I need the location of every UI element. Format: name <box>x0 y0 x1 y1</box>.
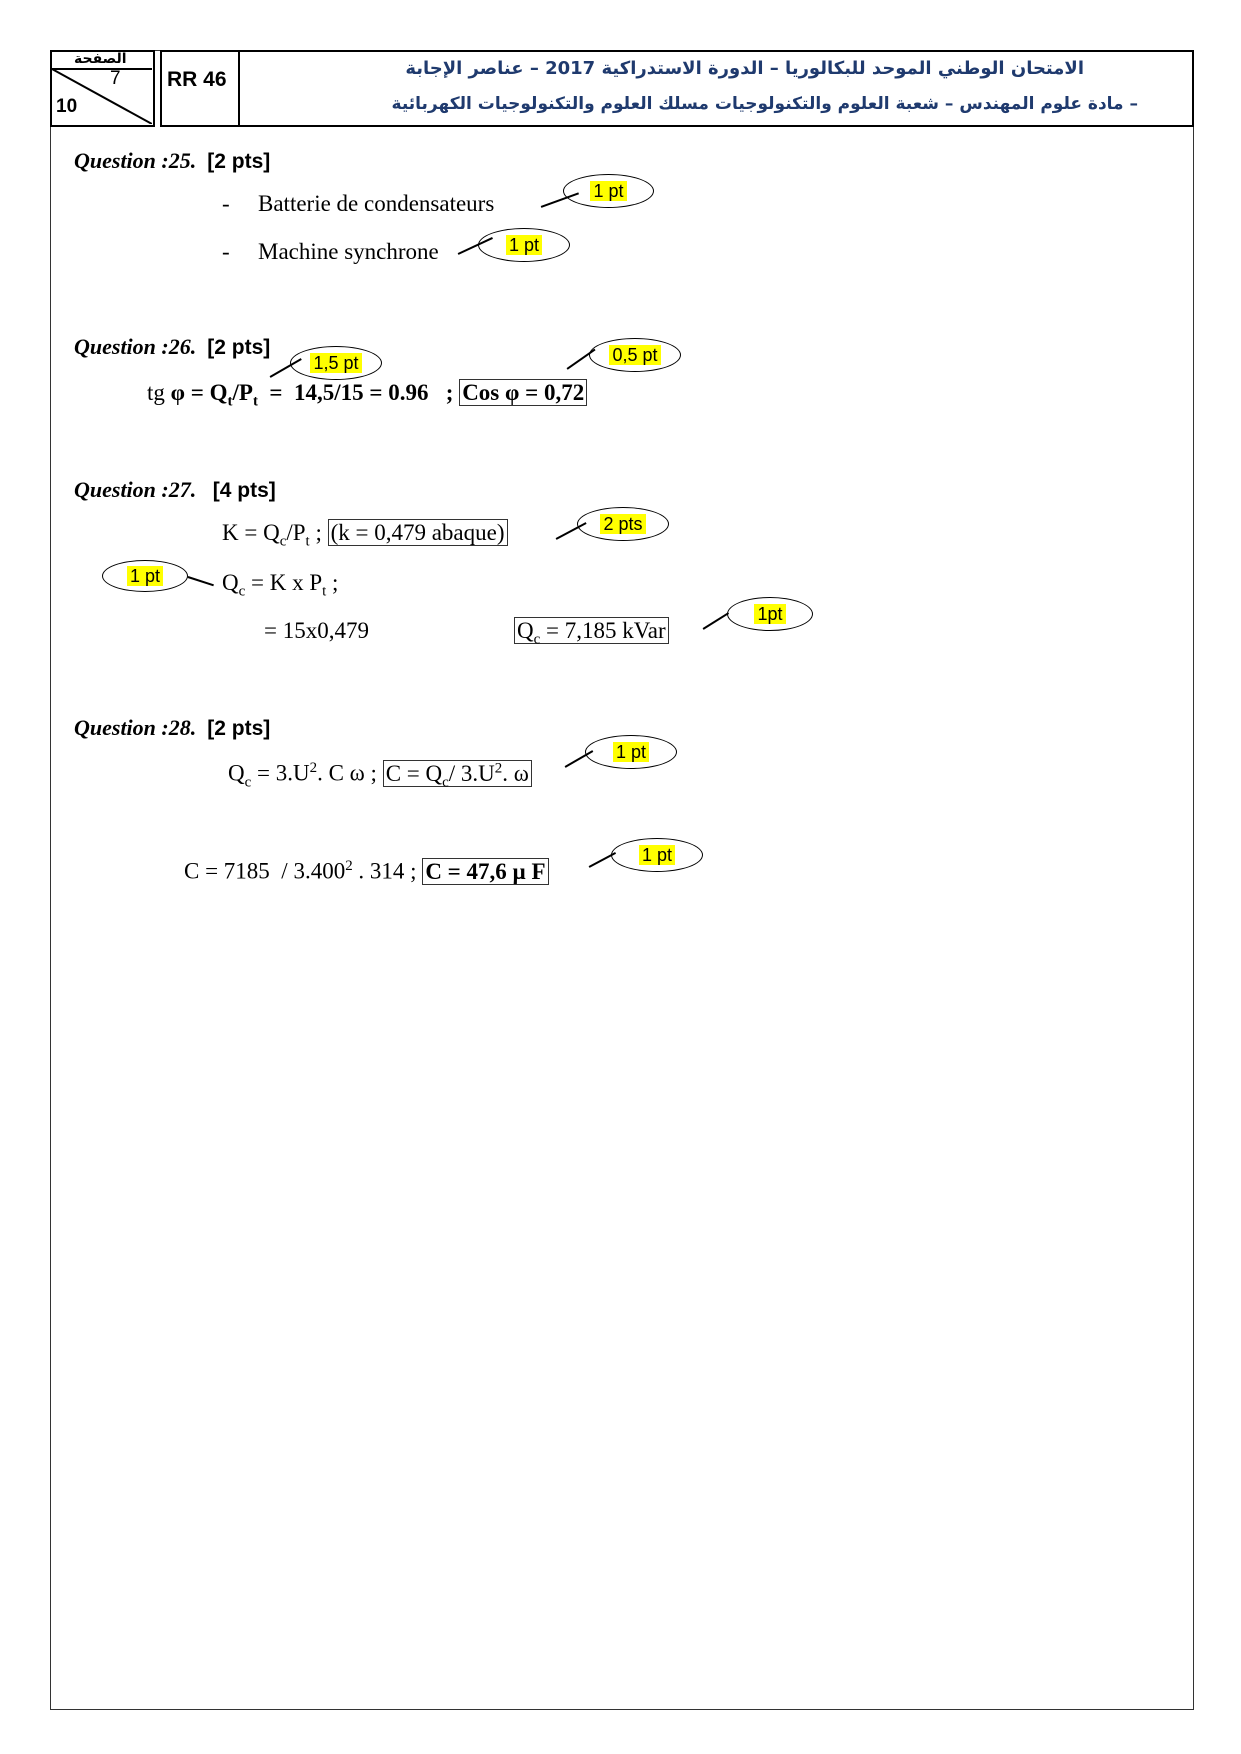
q26-equation: tg $\varphi = Q_t/P_t = 14,5/15 = 0.96$ ; Cos φ = 0,72 <box>147 380 587 411</box>
q26-mark-2-bubble <box>589 338 681 372</box>
question-28-title: Question :28. <box>74 715 197 740</box>
q25-dash-1: - <box>222 191 230 216</box>
q28-line-2: C = 7185 / 3.400$^2$ . 314 ; C = 47,6 µ F <box>184 858 549 885</box>
question-27-heading <box>74 477 276 503</box>
exam-title-line2: – مادة علوم المهندس – شعبة العلوم والتكنولوجيات مسلك العلوم والتكنولوجيات الكهربائية <box>391 94 1138 114</box>
question-26-heading <box>74 334 270 360</box>
q28-mark-2-bubble <box>611 838 703 872</box>
page-total: 10 <box>56 96 78 117</box>
q27-k-value: (k = 0,479 abaque) <box>328 519 508 546</box>
question-25-title: Question :25. <box>74 148 197 173</box>
exam-title-line1: الامتحان الوطني الموحد للبكالوريا – الدورة الاستدراكية 2017 – عناصر الإجابة <box>405 58 1084 79</box>
question-26-points: [2 pts] <box>207 336 271 359</box>
q26-mark-2: 0,5 pt <box>609 345 660 365</box>
exam-code-box <box>160 50 240 127</box>
question-28-points: [2 pts] <box>207 717 271 740</box>
q25-mark-1-bubble <box>563 174 654 208</box>
page-label: الصفحة <box>74 51 127 67</box>
q28-mark-1: 1 pt <box>613 742 649 762</box>
q26-tg: tg <box>147 380 165 405</box>
q25-mark-2-bubble <box>478 228 570 262</box>
q26-result: Cos φ = 0,72 <box>459 379 587 406</box>
q27-mark-2: 1 pt <box>127 566 163 586</box>
question-26-title: Question :26. <box>74 334 197 359</box>
q26-formula: φ = Q <box>170 380 228 405</box>
q28-line-1: $Q_c = 3.U^2$. C ω ; $C = Q_c/$ $3.U^2$. ω <box>228 760 532 791</box>
q28-formula-box: $C = Q_c/$ $3.U^2$. ω <box>383 760 532 787</box>
q27-mark-1-bubble <box>577 507 669 541</box>
q28-mark-1-bubble <box>585 735 677 769</box>
question-25-heading <box>74 148 270 174</box>
exam-title-box <box>240 50 1194 127</box>
q27-line-2: $Q_c = K$ x $P_t$ ; <box>222 570 339 600</box>
q25-item-2: Machine synchrone <box>258 239 439 264</box>
q27-mark-3: 1pt <box>754 604 785 624</box>
q25-dash-2: - <box>222 239 230 264</box>
question-27-title: Question :27. <box>74 477 197 502</box>
q28-result: C = 47,6 µ F <box>422 858 548 885</box>
q27-result: $Q_c = 7,185$ kVar <box>514 618 669 649</box>
q27-line-1: $K = Q_c/P_t$ ; (k = 0,479 abaque) <box>222 520 508 551</box>
question-28-heading <box>74 715 270 741</box>
q26-mark-1: 1,5 pt <box>310 353 361 373</box>
q26-mark-1-bubble <box>290 346 382 380</box>
q25-mark-1: 1 pt <box>590 181 626 201</box>
q27-mark-3-bubble <box>727 597 813 631</box>
q26-calculation: = 14,5/15 = 0.96 ; <box>257 380 454 405</box>
q27-mark-2-bubble <box>102 560 188 592</box>
question-25-points: [2 pts] <box>207 150 271 173</box>
q28-mark-2: 1 pt <box>639 845 675 865</box>
q25-item-1: Batterie de condensateurs <box>258 191 495 216</box>
question-27-points: [4 pts] <box>212 479 276 502</box>
q27-line-3: = 15x0,479 <box>264 618 369 643</box>
q25-mark-2: 1 pt <box>506 235 542 255</box>
page-number: 7 <box>110 68 121 89</box>
exam-code: RR 46 <box>167 68 227 91</box>
page-number-box <box>50 50 155 127</box>
q27-mark-1: 2 pts <box>600 514 645 534</box>
